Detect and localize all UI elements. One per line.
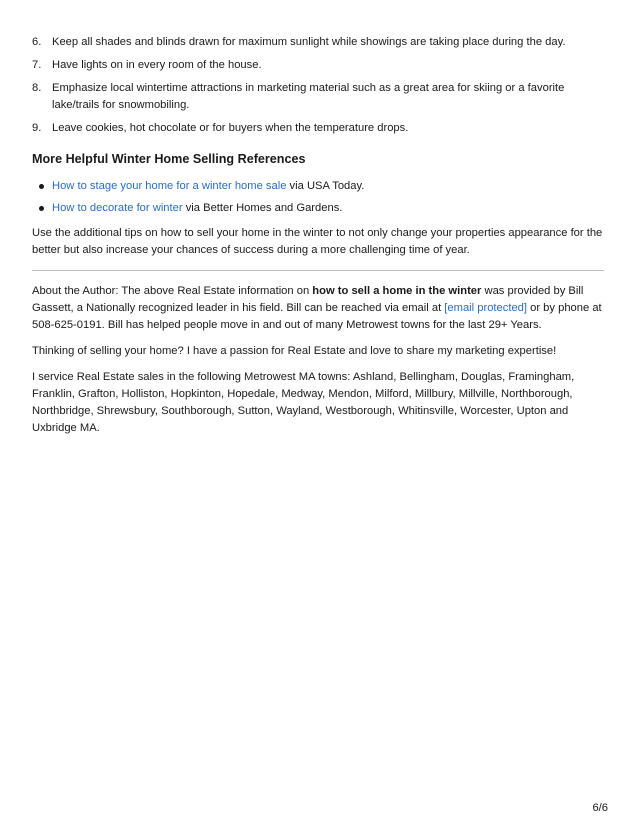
list-item	[32, 34, 604, 51]
reference-source: via Better Homes and Gardens.	[182, 202, 343, 214]
service-paragraph: I service Real Estate sales in the following Metrowest MA towns: Ashland, Bellingham, Douglas, Framingham, Franklin, Grafton, Holliston, Hopkinton, Hopedale, Medway, Mendon, Milford, Millbury, Millville, Northborough, Northbridge, Shrewsbury, Southborough, Sutton, Wayland, Westborough, Whitinsville, Worcester, Upton and Uxbridge MA.	[32, 371, 575, 434]
references-list	[32, 178, 604, 217]
email-link[interactable]: [email protected]	[444, 302, 528, 314]
reference-item	[32, 178, 604, 195]
list-item-text: Keep all shades and blinds drawn for maximum sunlight while showings are taking place during the day.	[52, 36, 566, 48]
list-item-text: Leave cookies, hot chocolate or for buyers when the temperature drops.	[52, 122, 409, 134]
reference-source: via USA Today.	[286, 180, 365, 192]
closing-paragraph: Use the additional tips on how to sell your home in the winter to not only change your properties appearance for the better but also increase your chances of success during a more challenging time of year.	[32, 227, 603, 256]
list-item-number: 7.	[32, 59, 42, 71]
list-item	[32, 80, 604, 114]
list-item	[32, 57, 604, 74]
list-item	[32, 120, 604, 137]
list-item-number: 8.	[32, 82, 42, 94]
bullet-icon	[39, 184, 44, 189]
reference-item	[32, 200, 604, 217]
thinking-paragraph: Thinking of selling your home? I have a passion for Real Estate and love to share my marketing expertise!	[32, 345, 557, 357]
author-intro: About the Author: The above Real Estate information on	[32, 285, 313, 297]
list-item-text: Have lights on in every room of the house.	[52, 59, 262, 71]
bullet-icon	[39, 206, 44, 211]
author-body: was provided by Bill Gassett, a Nationally recognized leader in his field. Bill can be reached via email at	[32, 285, 584, 314]
reference-link-staging[interactable]: How to stage your home for a winter home sale	[52, 180, 287, 192]
document-page	[32, 34, 604, 446]
page-number: 6/6	[592, 802, 608, 814]
reference-link-decorate[interactable]: How to decorate for winter	[52, 202, 183, 214]
author-contact: or by phone at 508-625-0191. Bill has helped people move in and out of many Metrowest towns for the last 29+ Years.	[32, 302, 602, 331]
list-item-number: 6.	[32, 36, 42, 48]
author-paragraph	[32, 283, 604, 334]
list-item-text: Emphasize local wintertime attractions in marketing material such as a great area for skiing or a favorite lake/trails for snowmobiling.	[52, 82, 565, 111]
author-topic: how to sell a home in the winter	[312, 285, 482, 297]
references-heading: More Helpful Winter Home Selling References	[32, 152, 306, 166]
tips-list	[32, 34, 604, 137]
list-item-number: 9.	[32, 122, 42, 134]
divider	[32, 270, 604, 271]
